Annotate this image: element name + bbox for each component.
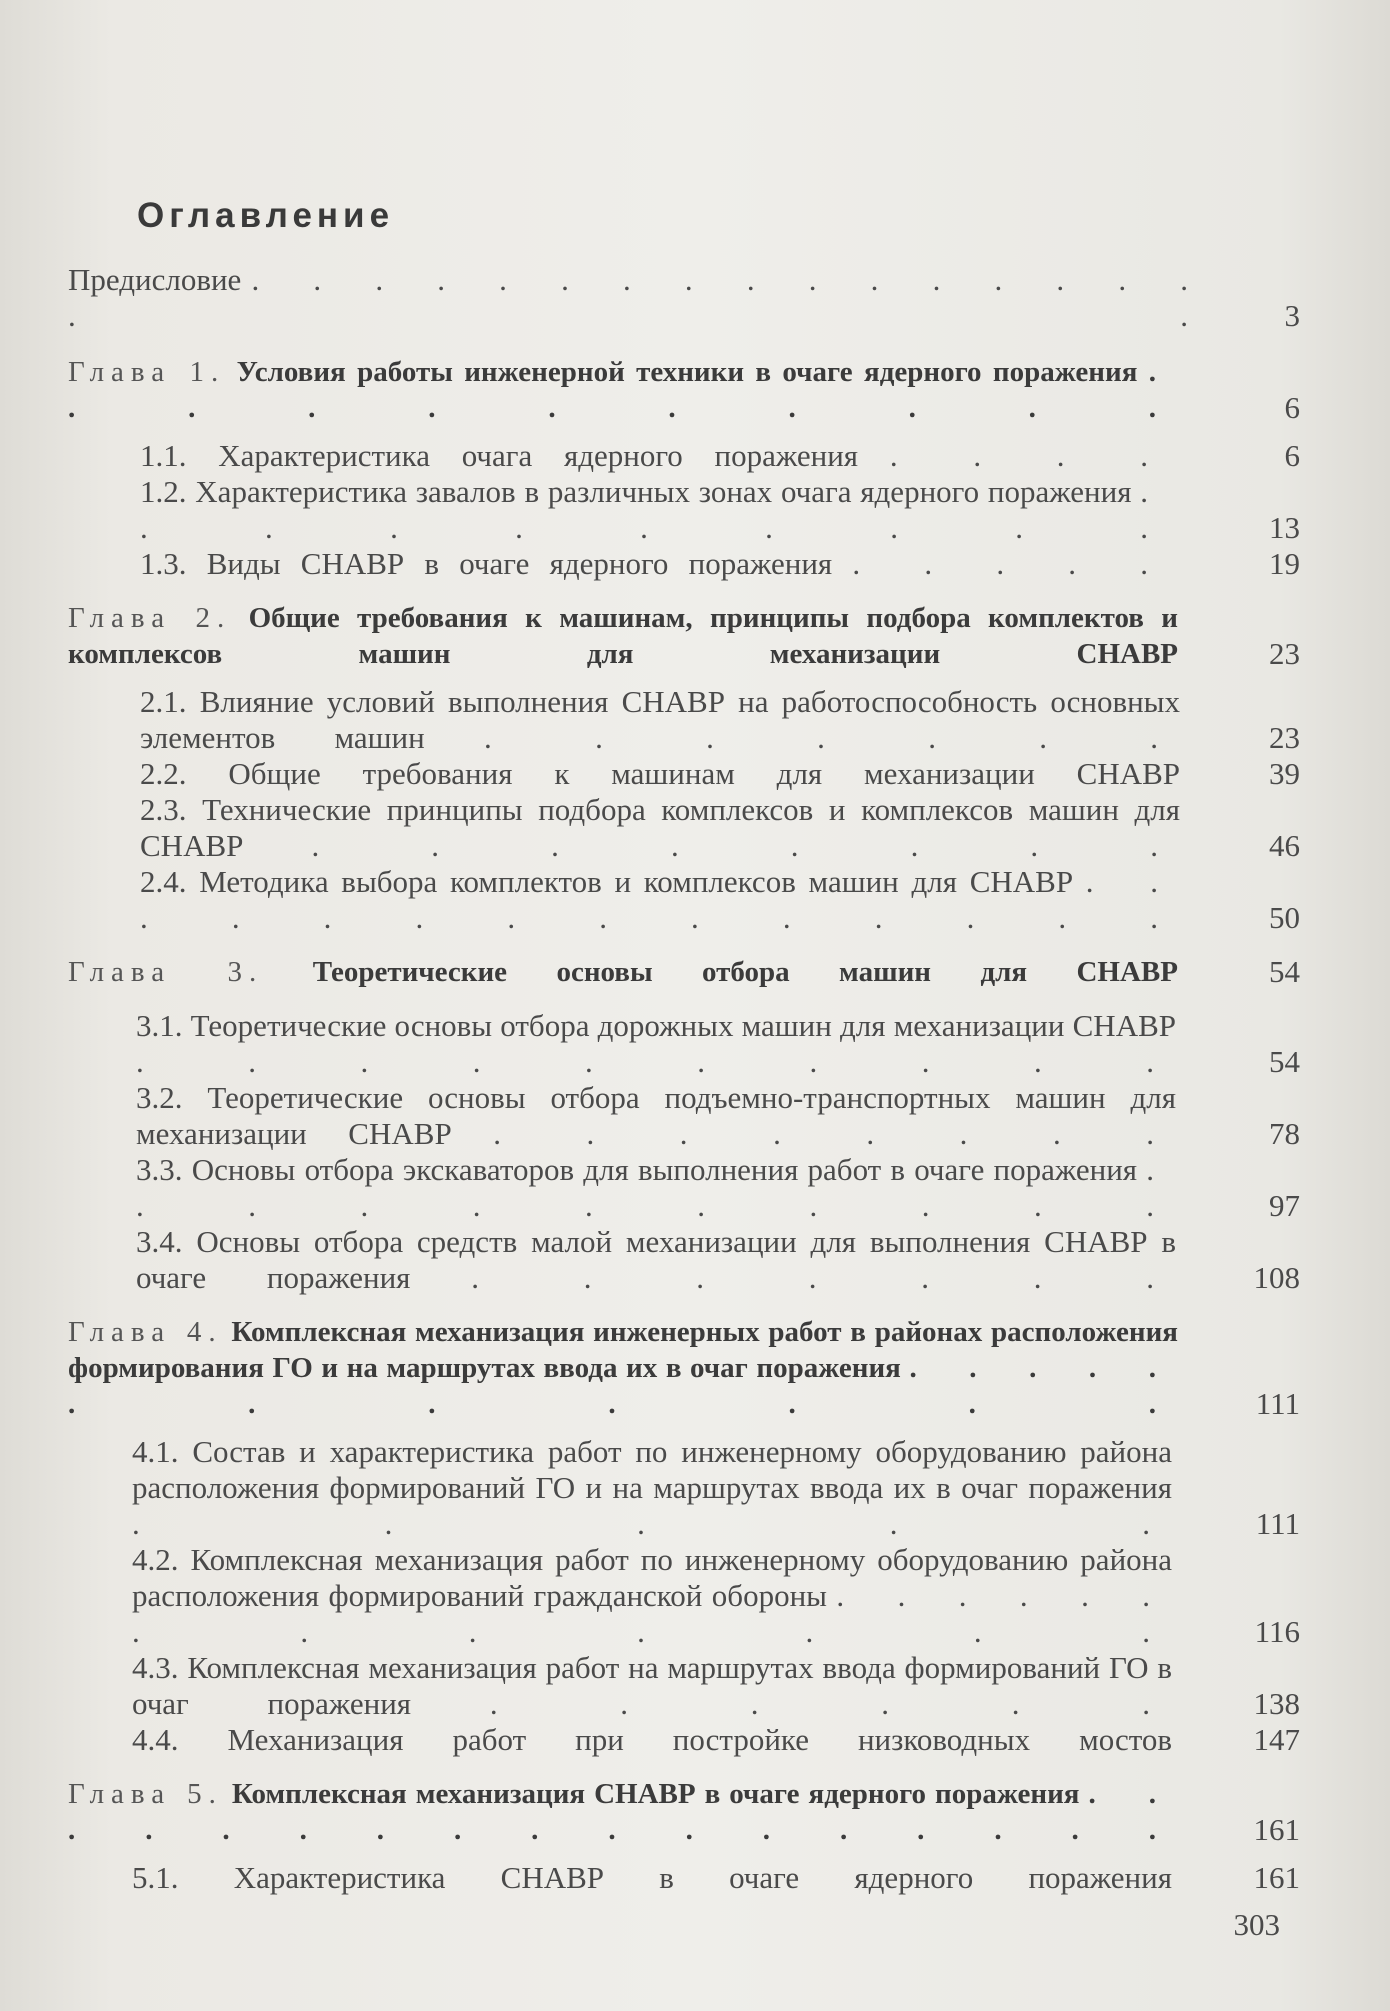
chapter-3-sections xyxy=(68,1008,1300,1296)
toc-section-3-1[interactable]: 3.1. Теоретические основы отбора дорожных машин для механизации СНАВР . . . . . . . . . . 54 xyxy=(136,1008,1300,1079)
toc-section-2-3[interactable]: 2.3. Технические принципы подбора комплексов и комплексов машин для СНАВР . . . . . . . . 46 xyxy=(140,792,1300,863)
toc-section-3-2[interactable]: 3.2. Теоретические основы отбора подъемно-транспортных машин для механизации СНАВР . . . . . . . . 78 xyxy=(136,1080,1300,1151)
chapter-2-sections xyxy=(68,684,1300,936)
toc-section-4-4[interactable]: 4.4. Механизация работ при постройке низководных мостов 147 xyxy=(132,1722,1300,1757)
chapter-title: Теоретические основы отбора машин для СНАВР xyxy=(312,956,1178,988)
toc-heading: Оглавление xyxy=(137,196,395,235)
bleed-through-text xyxy=(175,100,1175,130)
preface-title: Предисловие xyxy=(68,262,242,297)
toc-chapter-4[interactable]: Глава 4. Комплексная механизация инженерных работ в районах расположения формирования ГО и на маршрутах ввода их в очаг поражения . . . . . . . . . . . . 111 xyxy=(68,1316,1300,1421)
toc-section-1-3[interactable]: 1.3. Виды СНАВР в очаге ядерного поражения . . . . . 19 xyxy=(140,546,1300,581)
page-number: 303 xyxy=(1233,1907,1280,1942)
toc-chapter-2[interactable]: Глава 2. Общие требования к машинам, принципы подбора комплектов и комплексов машин для механизации СНАВР 23 xyxy=(68,602,1300,671)
preface-page: 3 xyxy=(1284,298,1300,333)
toc-section-2-1[interactable]: 2.1. Влияние условий выполнения СНАВР на работоспособность основных элементов машин . . . . . . . 23 xyxy=(140,684,1300,755)
toc-section-1-2[interactable]: 1.2. Характеристика завалов в различных зонах очага ядерного поражения . . . . . . . . . . 13 xyxy=(140,474,1300,545)
toc-section-2-2[interactable]: 2.2. Общие требования к машинам для механизации СНАВР 39 xyxy=(140,756,1300,791)
toc-chapter-5[interactable]: Глава 5. Комплексная механизация СНАВР в очаге ядерного поражения . . . . . . . . . . . . . . . . . 161 xyxy=(68,1778,1300,1847)
chapter-title: Комплексная механизация СНАВР в очаге ядерного поражения xyxy=(231,1778,1080,1810)
toc-section-4-2[interactable]: 4.2. Комплексная механизация работ по инженерному оборудованию района расположения формирований гражданской обороны . . . . . . . . . . . . . 116 xyxy=(132,1542,1300,1649)
table-of-contents xyxy=(68,262,1300,1896)
chapter-title: Общие требования к машинам, принципы подбора комплектов и комплексов машин для механизации СНАВР xyxy=(68,602,1178,670)
chapter-5-sections xyxy=(68,1860,1300,1896)
toc-chapter-3[interactable]: Глава 3. Теоретические основы отбора машин для СНАВР 54 xyxy=(68,954,1300,989)
toc-section-1-1[interactable]: 1.1. Характеристика очага ядерного поражения . . . . 6 xyxy=(140,438,1300,473)
chapter-title: Комплексная механизация инженерных работ в районах расположения формирования ГО и на маршрутах ввода их в очаг поражения xyxy=(68,1316,1178,1384)
toc-section-3-3[interactable]: 3.3. Основы отбора экскаваторов для выполнения работ в очаге поражения . . . . . . . . . . . 97 xyxy=(136,1152,1300,1223)
chapter-label: Глава 1. xyxy=(68,356,226,388)
toc-entry-preface[interactable]: Предисловие . . . . . . . . . . . . . . . . . . 3 xyxy=(68,262,1300,333)
toc-section-4-1[interactable]: 4.1. Состав и характеристика работ по инженерному оборудованию района расположения формирований ГО и на маршрутах ввода их в очаг поражения . . . . . 111 xyxy=(132,1434,1300,1541)
toc-section-3-4[interactable]: 3.4. Основы отбора средств малой механизации для выполнения СНАВР в очаге поражения . . . . . . . 108 xyxy=(136,1224,1300,1295)
chapter-4-sections xyxy=(68,1434,1300,1758)
chapter-title: Условия работы инженерной техники в очаге ядерного поражения xyxy=(236,356,1138,388)
toc-section-4-3[interactable]: 4.3. Комплексная механизация работ на маршрутах ввода формирований ГО в очаг поражения . . . . . . 138 xyxy=(132,1650,1300,1721)
toc-section-2-4[interactable]: 2.4. Методика выбора комплектов и комплексов машин для СНАВР . . . . . . . . . . . . . . 50 xyxy=(140,864,1300,935)
chapter-page: 6 xyxy=(1284,390,1300,425)
chapter-1-sections xyxy=(68,438,1300,582)
toc-section-5-1[interactable]: 5.1. Характеристика СНАВР в очаге ядерного поражения 161 xyxy=(132,1860,1300,1895)
toc-chapter-1[interactable]: Глава 1. Условия работы инженерной техники в очаге ядерного поражения . . . . . . . . . . . 6 xyxy=(68,356,1300,425)
